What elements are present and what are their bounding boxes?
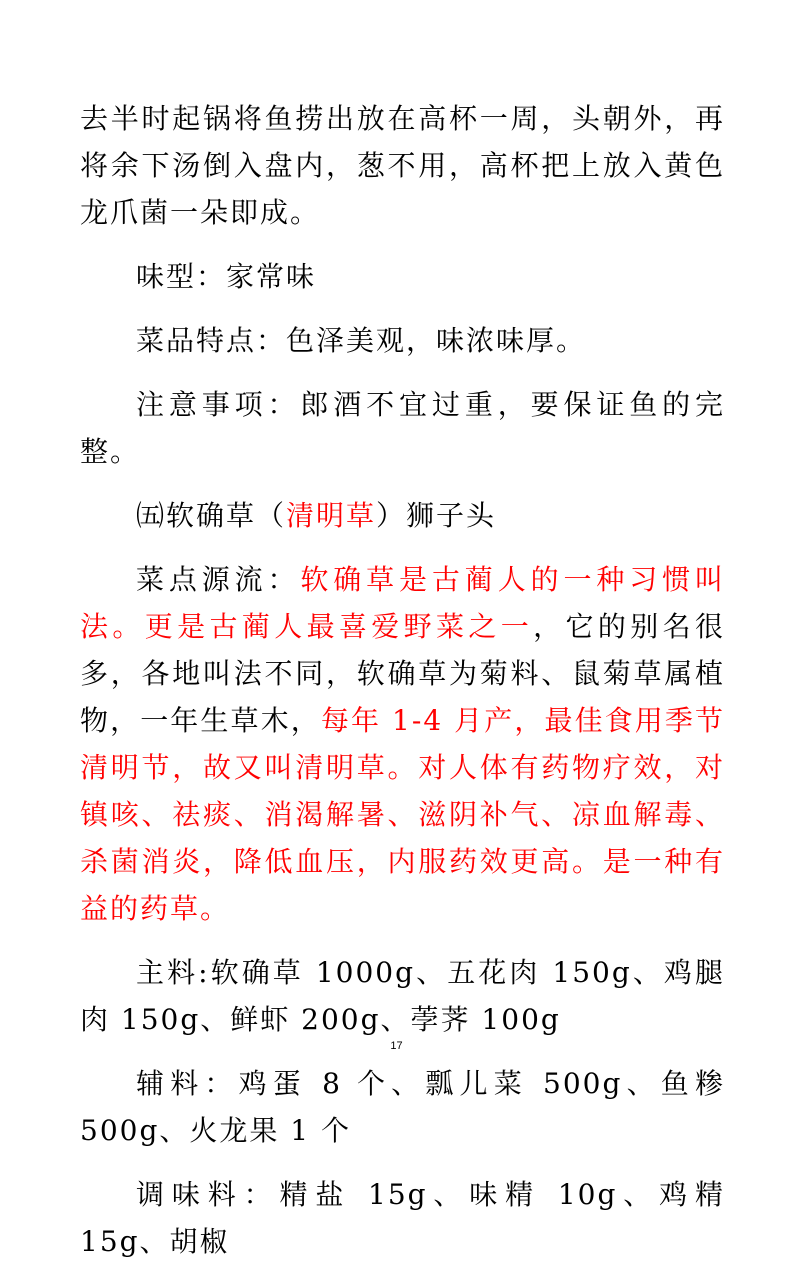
document-body [80,95,725,1265]
paragraph-seasonings: 调味料：精盐 15g、味精 10g、鸡精 15g、胡椒 [80,1178,725,1258]
paragraph-flavor-type: 味型：家常味 [136,260,317,293]
paragraph-dish-features: 菜品特点：色泽美观，味浓味厚。 [136,324,587,357]
dish-heading-prefix: ㈤软确草（ [136,499,287,532]
dish-heading [80,492,725,539]
paragraph-auxiliary-ingredients: 辅料：鸡蛋 8 个、瓢儿菜 500g、鱼糁 500g、火龙果 1 个 [80,1067,725,1147]
origin-highlight-1: 软确草是古蔺人的一种习惯叫法。更是古蔺人最喜爱野菜之一 [80,563,725,643]
page-number: 17 [390,1040,403,1052]
paragraph-main-ingredients: 主料:软确草 1000g、五花肉 150g、鸡腿肉 150g、鲜虾 200g、荸荠 100g [80,956,725,1036]
origin-text: ，它的别名很多，各地叫法不同，软确草为菊料、鼠菊草属植物，一年生草木， [80,610,725,737]
paragraph-dish-origin [80,556,725,932]
paragraph-notes: 注意事项：郎酒不宜过重，要保证鱼的完整。 [80,388,725,468]
origin-highlight-2: 每年 1-4 月产，最佳食用季节清明节，故又叫清明草。对人体有药物疗效，对镇咳、祛痰、消渴解暑、滋阴补气、凉血解毒、杀菌消炎，降低血压，内服药效更高。是一种有益的药草。 [80,704,725,925]
origin-label: 菜点源流： [136,563,301,596]
dish-heading-alias: 清明草 [286,499,377,532]
paragraph-cooking-step: 去半时起锅将鱼捞出放在高杯一周，头朝外，再将余下汤倒入盘内，葱不用，高杯把上放入黄色龙爪菌一朵即成。 [80,102,725,229]
dish-heading-suffix: ）狮子头 [376,499,497,532]
